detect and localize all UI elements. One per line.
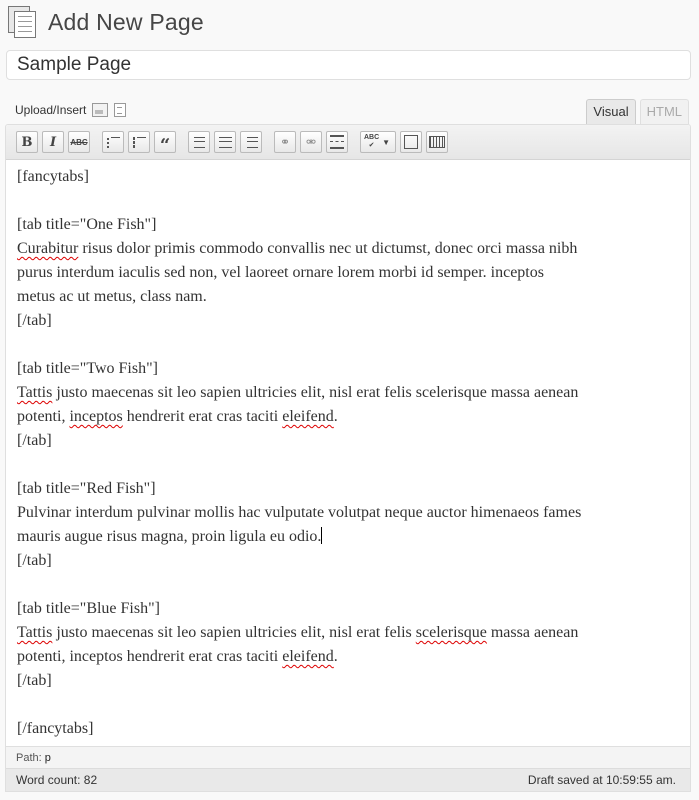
numbered-list-button[interactable] <box>128 131 150 153</box>
misspelled-word[interactable]: Tattis <box>17 624 53 641</box>
misspelled-word[interactable]: eleifend <box>282 408 334 425</box>
upload-insert-bar <box>15 103 126 117</box>
spellcheck-icon: ABC ✔ <box>364 134 380 149</box>
blockquote-icon: “ <box>159 135 171 156</box>
add-image-icon[interactable] <box>92 103 108 117</box>
content-line: Tattis justo maecenas sit leo sapien ultricies elit, nisl erat felis scelerisque massa aenean <box>17 384 579 401</box>
link-icon: ⚭ <box>279 135 291 149</box>
unlink-button[interactable] <box>300 131 322 153</box>
content-editor <box>5 124 691 792</box>
draft-saved-status: Draft saved at 10:59:55 am. <box>527 773 676 787</box>
align-right-icon <box>247 137 258 148</box>
path-bar <box>6 746 690 768</box>
word-count: Word count: 82 <box>16 773 98 787</box>
content-line <box>17 693 680 717</box>
italic-icon: I <box>49 134 57 150</box>
kitchen-sink-button[interactable] <box>426 131 448 153</box>
tab-html[interactable]: HTML <box>640 99 689 124</box>
bullet-list-icon <box>107 137 120 148</box>
content-line: Pulvinar interdum pulvinar mollis hac vulputate volutpat neque auctor himenaeos fames <box>17 504 582 521</box>
align-left-icon <box>194 137 205 148</box>
text-cursor <box>321 527 322 544</box>
align-right-button[interactable] <box>240 131 262 153</box>
content-line: [/tab] <box>17 312 52 329</box>
content-line: [/fancytabs] <box>17 720 94 737</box>
align-center-icon <box>219 137 232 148</box>
bold-icon: B <box>21 134 33 150</box>
strikethrough-icon: ABC <box>70 137 88 147</box>
chevron-down-icon[interactable]: ▼ <box>382 137 391 147</box>
content-line: [tab title="Red Fish"] <box>17 480 156 497</box>
content-line: purus interdum iaculis sed non, vel laoreet ornare lorem morbi id semper. inceptos <box>17 264 544 281</box>
italic-button[interactable] <box>42 131 64 153</box>
keyboard-icon <box>429 136 445 148</box>
content-line: [/tab] <box>17 432 52 449</box>
spellcheck-button[interactable] <box>360 131 396 153</box>
unlink-icon: ⚮ <box>305 135 317 149</box>
editor-toolbar <box>6 125 690 160</box>
insert-link-button[interactable] <box>274 131 296 153</box>
content-line: metus ac ut metus, class nam. <box>17 288 207 305</box>
upload-insert-label: Upload/Insert <box>15 103 87 117</box>
misspelled-word[interactable]: Tattis <box>17 384 53 401</box>
content-line: [/tab] <box>17 672 52 689</box>
content-line <box>17 189 680 213</box>
content-line: mauris augue risus magna, proin ligula eu odio. <box>17 528 322 545</box>
status-bar <box>6 768 690 791</box>
content-line: [/tab] <box>17 552 52 569</box>
bullet-list-button[interactable] <box>102 131 124 153</box>
editor-tabs <box>582 99 689 124</box>
strikethrough-button[interactable] <box>68 131 90 153</box>
insert-more-button[interactable] <box>326 131 348 153</box>
content-line <box>17 453 680 477</box>
content-line: potenti, inceptos hendrerit erat cras taciti eleifend. <box>17 648 338 665</box>
editor-content[interactable] <box>6 160 690 744</box>
bold-button[interactable] <box>16 131 38 153</box>
misspelled-word[interactable]: inceptos <box>69 408 123 425</box>
tab-visual[interactable]: Visual <box>586 99 635 124</box>
content-line <box>17 333 680 357</box>
fullscreen-button[interactable] <box>400 131 422 153</box>
pages-icon <box>8 6 38 38</box>
page-header <box>8 4 204 40</box>
content-line <box>17 573 680 597</box>
path-element[interactable]: p <box>44 752 51 764</box>
content-line: [tab title="One Fish"] <box>17 216 157 233</box>
title-input[interactable] <box>6 50 691 80</box>
content-line: [fancytabs] <box>17 168 89 185</box>
path-label: Path: <box>16 752 42 764</box>
content-line: Tattis justo maecenas sit leo sapien ultricies elit, nisl erat felis scelerisque massa aenean <box>17 624 579 641</box>
content-line: [tab title="Blue Fish"] <box>17 600 160 617</box>
align-center-button[interactable] <box>214 131 236 153</box>
misspelled-word[interactable]: eleifend <box>282 648 334 665</box>
page-title: Add New Page <box>48 8 204 35</box>
more-tag-icon <box>330 135 344 149</box>
blockquote-button[interactable] <box>154 131 176 156</box>
content-line: [tab title="Two Fish"] <box>17 360 158 377</box>
misspelled-word[interactable]: Curabitur <box>17 240 79 257</box>
content-line: Curabitur risus dolor primis commodo convallis nec ut dictumst, donec orci massa nibh <box>17 240 578 257</box>
misspelled-word[interactable]: scelerisque <box>415 624 487 641</box>
numbered-list-icon <box>133 137 146 148</box>
fullscreen-icon <box>404 135 418 149</box>
add-media-icon[interactable] <box>114 103 126 117</box>
align-left-button[interactable] <box>188 131 210 153</box>
content-line: potenti, inceptos hendrerit erat cras taciti eleifend. <box>17 408 338 425</box>
